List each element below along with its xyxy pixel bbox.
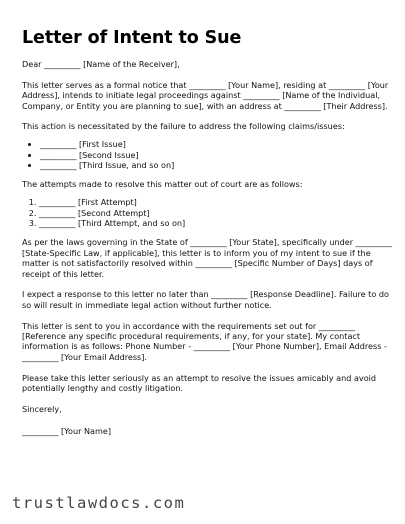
list-item: • _________ [Third Issue, and so on] (40, 160, 394, 170)
list-item: 1. _________ [First Attempt] (39, 197, 394, 207)
list-item: 2. _________ [Second Attempt] (39, 208, 394, 218)
attempts-intro: The attempts made to resolve this matter out of court are as follows: (22, 179, 303, 190)
list-item: • _________ [Second Issue] (40, 150, 394, 160)
list-item: 3. _________ [Third Attempt, and so on] (39, 218, 394, 228)
claims-intro: This action is necessitated by the failure to address the following claims/issues: (22, 121, 345, 132)
claims-list (22, 139, 394, 170)
laws-paragraph: As per the laws governing in the State of _________ [Your State], specifically under _________ [State-Specific Law, if applicable], this letter is to inform you of my intent to sue if the matter is not satisfactorily resolved within _________ [Specific Number of Days] days of receipt of this letter. (22, 237, 393, 279)
intro-paragraph: This letter serves as a formal notice that _________ [Your Name], residing at _________ [Your Address], intends to initiate legal proceedings against _________ [Name of the Individual, Company, or Entity you are planning to sue], with an address at _________ [Their Address]. (22, 79, 389, 111)
attempts-list (22, 197, 394, 228)
signature-line: _________ [Your Name] (22, 426, 112, 437)
closing-request: Please take this letter seriously as an attempt to resolve the issues amicably and avoid potentially lengthy and costly litigation. (22, 372, 377, 394)
requirements-paragraph: This letter is sent to you in accordance with the requirements set out for _________ [Reference any specific procedural requirements, if any, for your state]. My contact information is as follows: Phone Number - _________ [Your Phone Number], Email Address - _________ [Your Email Address]. (22, 320, 387, 362)
site-watermark: trustlawdocs.com (12, 494, 186, 512)
list-item: • _________ [First Issue] (40, 139, 394, 149)
signoff: Sincerely, (22, 403, 62, 414)
letter-body (22, 59, 394, 447)
response-paragraph: I expect a response to this letter no later than _________ [Response Deadline]. Failure to do so will result in immediate legal action without further notice. (22, 289, 389, 310)
salutation: Dear _________ [Name of the Receiver], (22, 59, 180, 69)
document-title: Letter of Intent to Sue (22, 28, 242, 48)
